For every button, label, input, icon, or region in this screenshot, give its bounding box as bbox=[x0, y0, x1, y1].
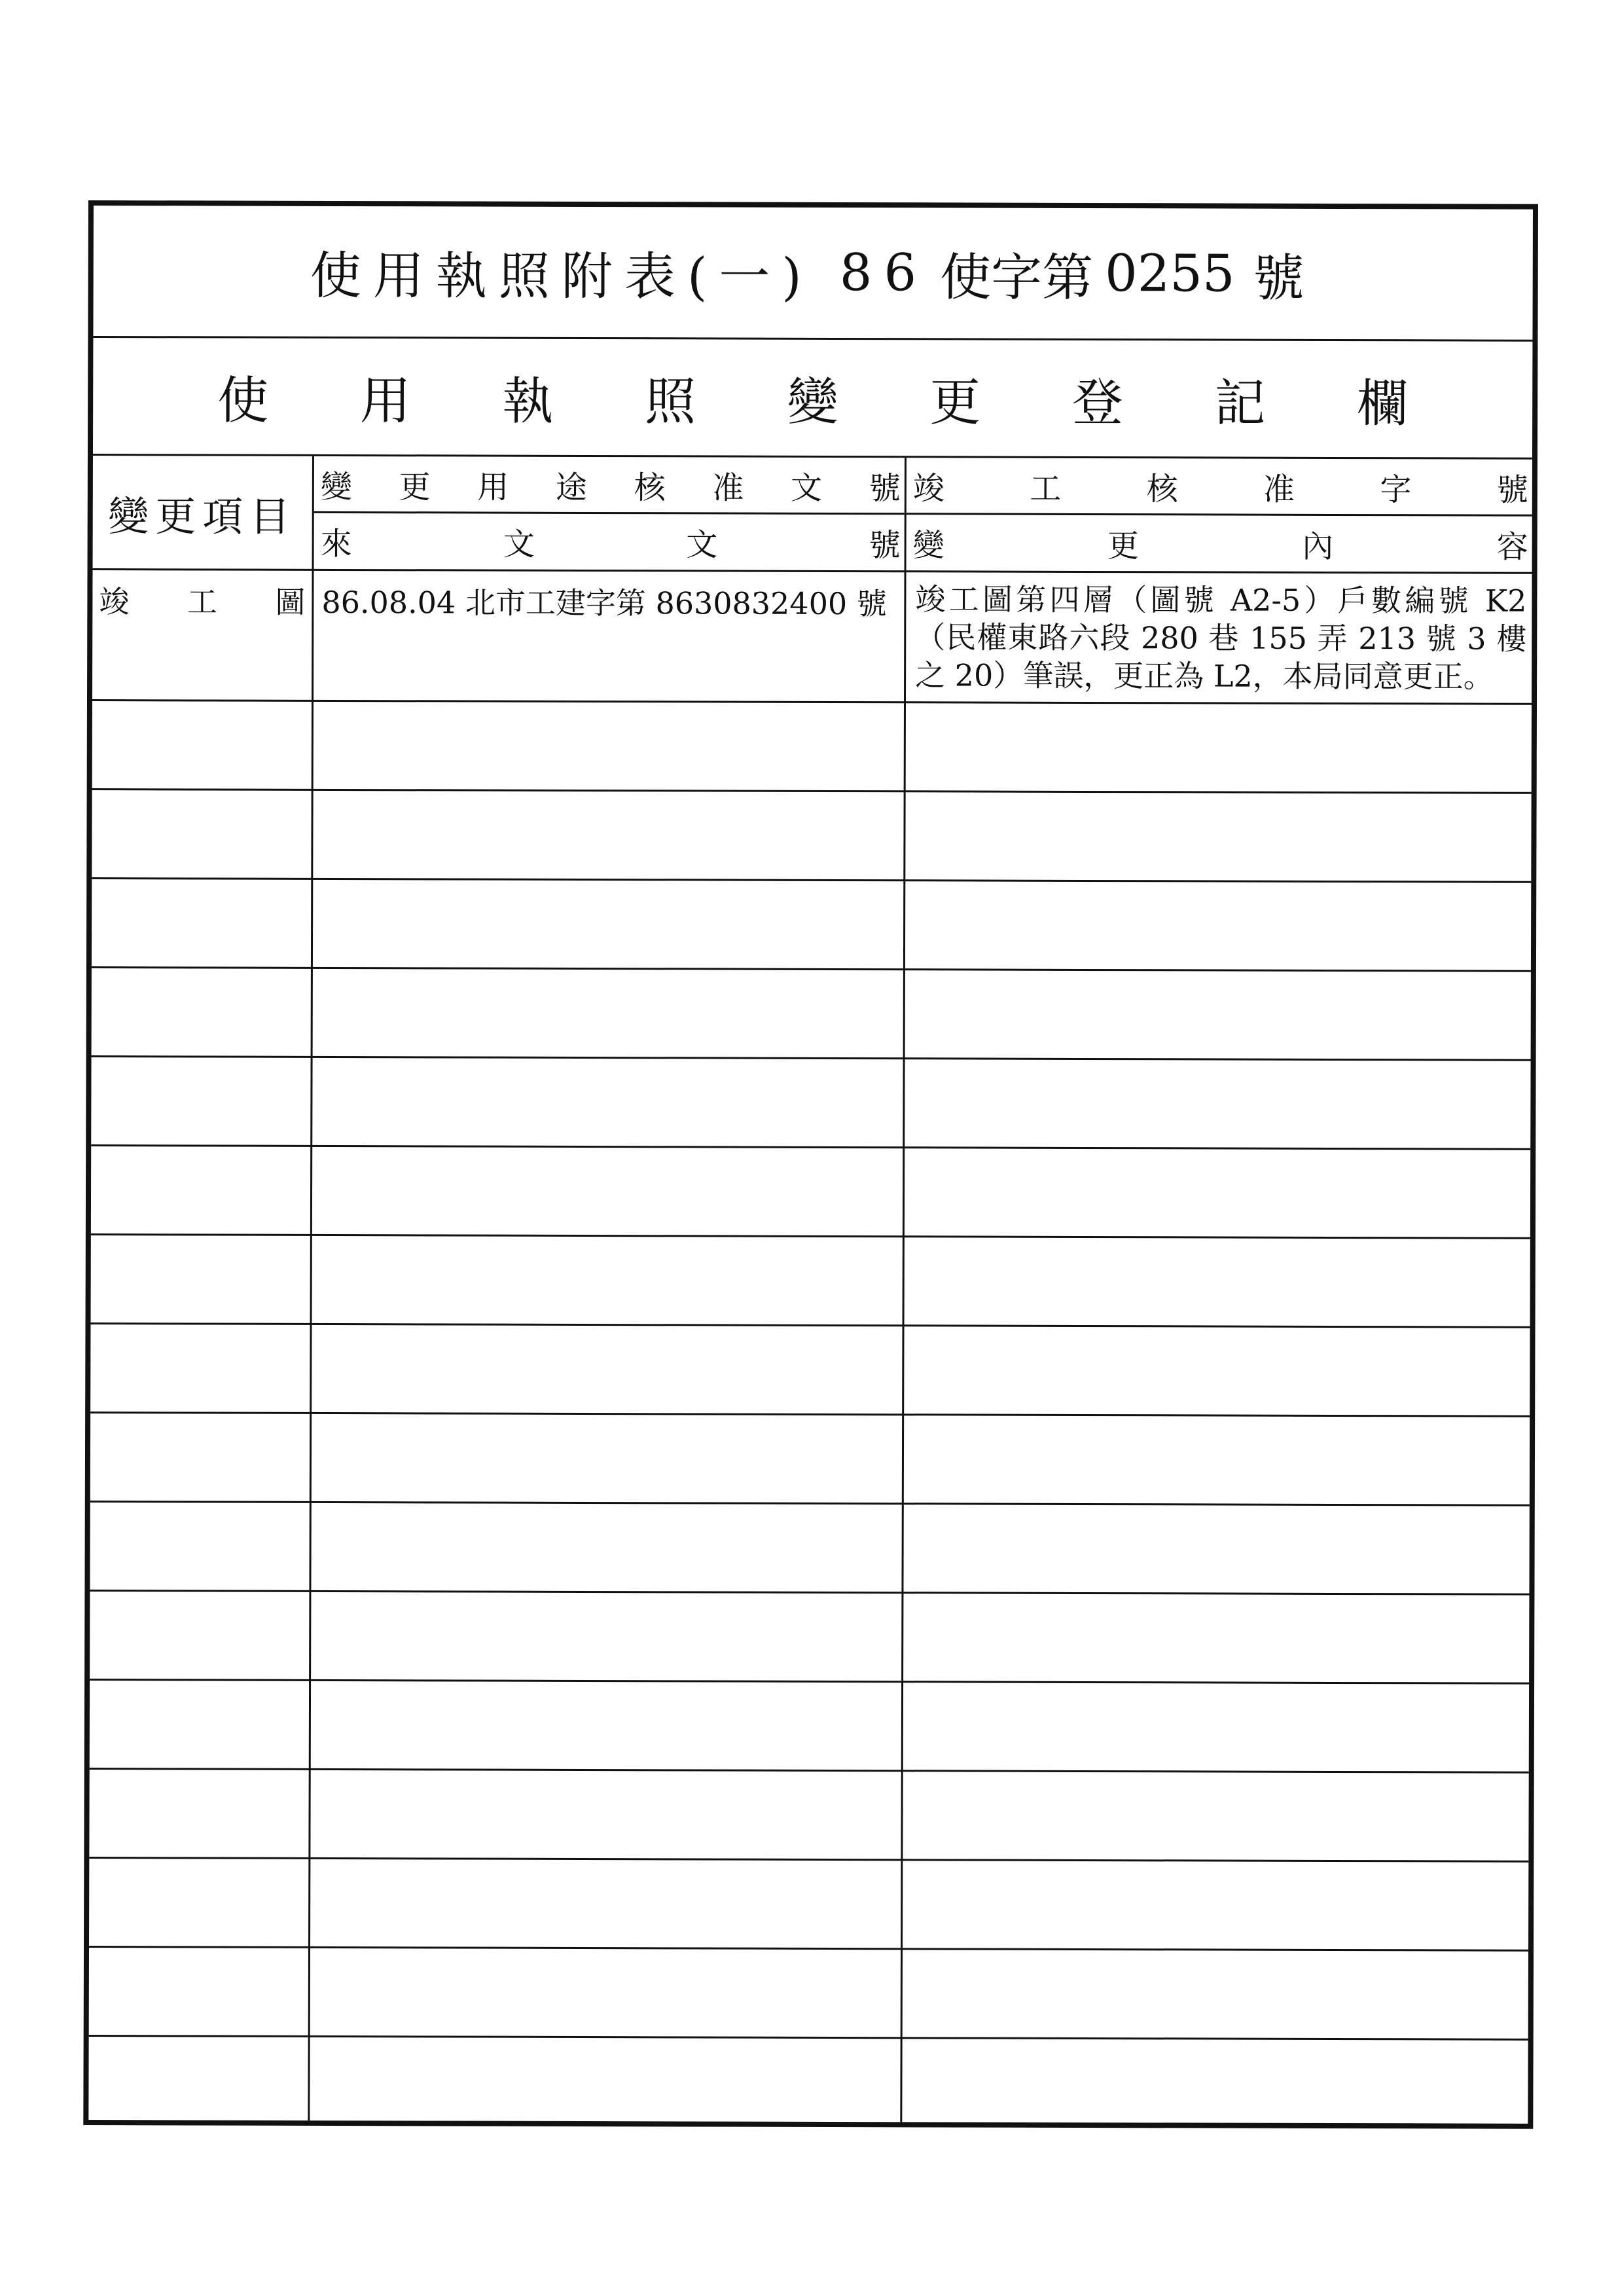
title-char: (一) bbox=[687, 247, 814, 307]
title-char: 用 bbox=[372, 246, 436, 306]
table-row bbox=[92, 570, 1532, 705]
empty-table-row bbox=[92, 701, 1532, 794]
header-char: 用 bbox=[477, 469, 509, 506]
subtitle-char: 登 bbox=[1071, 373, 1123, 433]
form-frame bbox=[83, 200, 1538, 2129]
header-char: 變 bbox=[320, 468, 352, 505]
section-subtitle bbox=[93, 338, 1532, 460]
empty-table-row bbox=[90, 1324, 1530, 1417]
empty-table-row bbox=[92, 968, 1531, 1061]
header-char: 更 bbox=[399, 468, 431, 505]
header-char: 號 bbox=[869, 469, 901, 507]
header-change-content bbox=[907, 515, 1532, 574]
header-char: 來 bbox=[320, 525, 352, 563]
title-char: 號 bbox=[1253, 249, 1316, 308]
header-char: 准 bbox=[1263, 471, 1295, 508]
change-item-cell bbox=[92, 570, 312, 700]
title-char: 表 bbox=[624, 247, 688, 306]
license-number: 0255 bbox=[1104, 244, 1235, 304]
header-char: 更 bbox=[1107, 528, 1140, 565]
change-item-char: 竣 bbox=[99, 584, 130, 620]
subtitle-char: 變 bbox=[787, 373, 838, 432]
header-approval-doc-no bbox=[314, 456, 905, 515]
header-char: 文 bbox=[686, 526, 718, 564]
empty-table-row bbox=[91, 1057, 1530, 1150]
subtitle-char: 照 bbox=[644, 372, 696, 431]
header-char: 核 bbox=[1146, 470, 1178, 507]
header-char: 文 bbox=[790, 469, 823, 507]
change-content-cell: 竣工圖第四層（圖號 A2-5）戶數編號 K2（民權東路六段 280 巷 155 弄 213 號 3 樓之 20）筆誤，更正為 L2，本局同意更正。 bbox=[915, 581, 1527, 695]
header-incoming-doc-no bbox=[314, 513, 905, 572]
header-char: 字 bbox=[1380, 471, 1412, 508]
empty-table-row bbox=[89, 1859, 1528, 1952]
empty-table-row bbox=[92, 879, 1531, 972]
header-char: 號 bbox=[869, 527, 901, 564]
empty-table-row bbox=[90, 1592, 1529, 1685]
header-char: 文 bbox=[503, 526, 535, 563]
title-char: 照 bbox=[498, 247, 562, 306]
header-char: 工 bbox=[1030, 470, 1062, 507]
header-char: 途 bbox=[555, 469, 588, 506]
header-change-item: 變更項目 bbox=[108, 492, 297, 541]
form-title bbox=[93, 206, 1533, 342]
subtitle-char: 執 bbox=[502, 372, 554, 431]
empty-table-row bbox=[91, 1235, 1530, 1328]
title-char: 執 bbox=[435, 246, 499, 306]
header-char: 竣 bbox=[912, 469, 944, 507]
empty-table-row bbox=[91, 1146, 1530, 1239]
empty-table-row bbox=[90, 1503, 1529, 1595]
header-char: 容 bbox=[1496, 528, 1528, 566]
approval-doc-no-cell: 86.08.04 北市工建字第 8630832400 號 bbox=[321, 584, 887, 622]
empty-table-row bbox=[92, 790, 1531, 883]
subtitle-char: 更 bbox=[929, 373, 981, 433]
header-char: 變 bbox=[912, 527, 944, 564]
title-number: 86 bbox=[839, 243, 929, 302]
subtitle-char: 欄 bbox=[1356, 374, 1409, 433]
header-char: 號 bbox=[1496, 471, 1528, 509]
empty-table-row bbox=[88, 2037, 1528, 2130]
subtitle-char: 用 bbox=[359, 371, 411, 431]
subtitle-char: 使 bbox=[217, 371, 269, 431]
header-completion-approval-no bbox=[907, 458, 1532, 517]
change-item-char: 圖 bbox=[275, 584, 306, 620]
title-char: 使字第 bbox=[939, 247, 1094, 308]
change-item-char: 工 bbox=[187, 584, 217, 620]
empty-table-row bbox=[90, 1413, 1530, 1506]
header-char: 內 bbox=[1302, 528, 1334, 565]
empty-table-row bbox=[90, 1681, 1529, 1774]
empty-table-row bbox=[89, 1770, 1528, 1863]
header-char: 准 bbox=[712, 469, 744, 507]
empty-table-row bbox=[89, 1948, 1528, 2041]
title-char: 使 bbox=[310, 246, 373, 306]
subtitle-char: 記 bbox=[1214, 374, 1266, 433]
header-char: 核 bbox=[634, 469, 666, 506]
title-char: 附 bbox=[561, 247, 625, 306]
